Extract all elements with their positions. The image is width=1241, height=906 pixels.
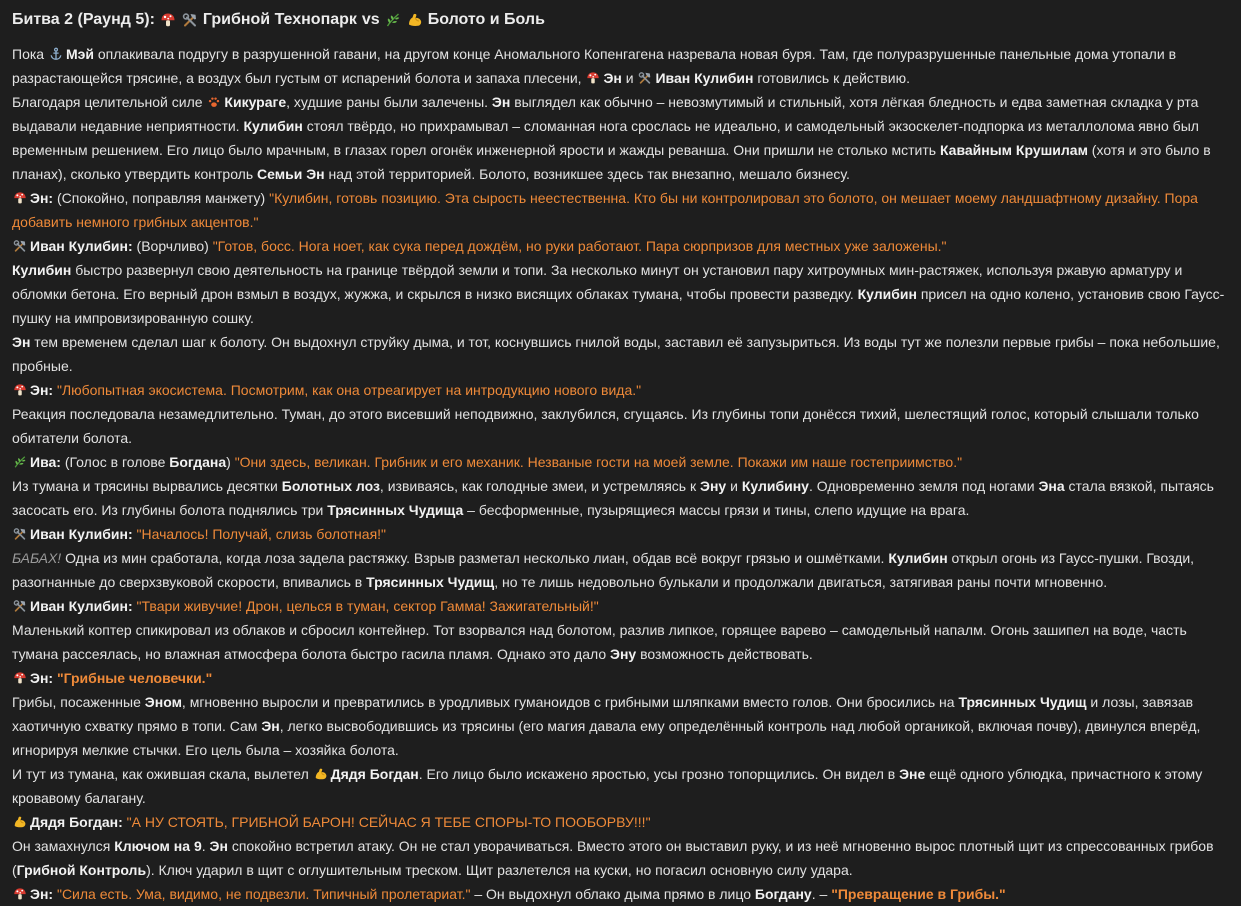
- flexed-biceps-icon: [12, 814, 28, 830]
- character-name: Эн: [491, 94, 511, 110]
- creature-name: Болотных лоз: [281, 478, 380, 494]
- speaker-name: Иван Кулибин:: [30, 238, 133, 254]
- dialogue-line: [12, 594, 1229, 618]
- mushroom-icon: [12, 886, 28, 902]
- speaker-name: Эн:: [30, 670, 54, 686]
- dialogue-quote: "Началось! Получай, слизь болотная!": [132, 526, 387, 542]
- creature-name: Трясинных Чудища: [327, 502, 464, 518]
- battle-title: [12, 10, 1229, 30]
- speaker-name: Ива:: [30, 454, 61, 470]
- team2-name: Болото и Боль: [427, 11, 545, 28]
- speaker-name: Дядя Богдан:: [30, 814, 123, 830]
- dialogue-line: [12, 522, 1229, 546]
- narration-paragraph: Грибы, посаженные Эном, мгновенно выросли и превратились в уродливых гуманоидов с грибными шляпками вместо голов. Они бросились на Трясинных Чудищ и лозы, завязав хаотичную схватку прямо в топи. Сам Эн, легко высвободившись из трясины (его магия давала ему определённый контроль над любой органикой, включая почву), двинулся вперёд, игнорируя мелкие стычки. Его цель была – хозяйка болота.: [12, 694, 1201, 758]
- mushroom-icon: [12, 382, 28, 398]
- dialogue-line: Иван Кулибин: (Ворчливо) "Готов, босс. Нога ноет, как сука перед дождём, но руки работают. Пара сюрпризов для местных уже заложены.": [12, 234, 1229, 258]
- mushroom-icon: [12, 190, 28, 206]
- battle-title-prefix: Битва 2 (Раунд 5):: [12, 11, 155, 28]
- character-name: Кулибин: [888, 550, 948, 566]
- narration-paragraph: И тут из тумана, как ожившая скала, вылетел Дядя Богдан. Его лицо было искажено яростью, усы грозно топорщились. Он видел в Эне ещё одного ублюдка, причастного к этому кровавому балагану.: [12, 766, 1203, 806]
- dialogue-quote: "Превращение в Грибы.": [831, 886, 1006, 902]
- hammer-wrench-icon: [12, 526, 28, 542]
- mushroom-icon: [159, 11, 177, 29]
- dialogue-quote: "Сила есть. Ума, видимо, не подвезли. Типичный пролетариат.": [53, 886, 471, 902]
- character-name: Эну: [610, 646, 637, 662]
- character-name: Эну: [700, 478, 727, 494]
- paw-icon: [206, 94, 222, 110]
- flexed-biceps-icon: [406, 11, 424, 29]
- versus-label: vs: [361, 11, 380, 28]
- narration-paragraph: Маленький коптер спикировал из облаков и сбросил контейнер. Тот взорвался над болотом, разлив липкое, горящее варево – самодельный напалм. Огонь зашипел на воде, часть тумана рассеялась, но влажная атмосфера болота быстро гасила пламя. Однако это дало Эну возможность действовать.: [12, 622, 1187, 662]
- character-name: Эн: [209, 838, 228, 854]
- faction-name: Семьи Эн: [257, 166, 325, 182]
- anchor-icon: [48, 46, 64, 62]
- dialogue-quote: "Твари живучие! Дрон, целься в туман, сектор Гамма! Зажигательный!": [132, 598, 599, 614]
- hammer-wrench-icon: [12, 238, 28, 254]
- dialogue-line: [12, 378, 1229, 402]
- character-name: Кикураге: [224, 94, 287, 110]
- character-name: Кулибин: [857, 286, 917, 302]
- narration-paragraph: Реакция последовала незамедлительно. Туман, до этого висевший неподвижно, заклубился, сгущаясь. Из глубины топи донёсся тихий, шелестящий голос, который слышали только обитатели болота.: [12, 406, 1199, 446]
- dialogue-quote: "Готов, босс. Нога ноет, как сука перед дождём, но руки работают. Пара сюрпризов для местных уже заложены.": [212, 238, 947, 254]
- creature-name: Трясинных Чудищ: [958, 694, 1087, 710]
- character-name: Эн: [603, 70, 622, 86]
- character-name: Богдана: [169, 454, 227, 470]
- mushroom-icon: [585, 70, 601, 86]
- narration-paragraph: Кулибин быстро развернул свою деятельность на границе твёрдой земли и топи. За несколько минут он установил пару хитроумных мин-растяжек, используя ржавую арматуру и обломки бетона. Его верный дрон взмыл в воздух, жужжа, и скрылся в низко висящих облаках тумана, чтобы провести разведку. Кулибин присел на одно колено, установив свою Гаусс-пушку на импровизированную сошку.: [12, 262, 1225, 326]
- dialogue-line: Эн: (Спокойно, поправляя манжету) "Кулибин, готовь позицию. Эта сырость неестественна. Кто бы ни контролировал это болото, он мешает моему ландшафтному дизайну. Пора добавить немного грибных акцентов.": [12, 190, 1198, 230]
- item-name: Ключом на 9: [114, 838, 202, 854]
- dialogue-quote: "Грибные человечки.": [53, 670, 213, 686]
- character-name: Эн: [12, 334, 31, 350]
- dialogue-line: [12, 810, 1229, 834]
- flexed-biceps-icon: [313, 766, 329, 782]
- narration-paragraph: Пока Мэй оплакивала подругу в разрушенной гавани, на другом конце Аномального Копенгагена назревала новая буря. Там, где полуразрушенные панельные дома утопали в разрастающейся трясине, а воздух был густым от испарений болота и запаха плесени, Эн и Иван Кулибин готовились к действию.: [12, 46, 1177, 86]
- character-name: Кулибин: [243, 118, 303, 134]
- character-name: Кулибину: [741, 478, 809, 494]
- speaker-name: Эн:: [30, 886, 54, 902]
- narration-paragraph: Из тумана и трясины вырвались десятки Болотных лоз, извиваясь, как голодные змеи, и устремляясь к Эну и Кулибину. Одновременно земля под ногами Эна стала вязкой, пытаясь засосать его. Из глубины болота поднялись три Трясинных Чудища – бесформенные, пузырящиеся массы грязи и тины, слепо идущие на врага.: [12, 478, 1214, 518]
- speaker-name: Иван Кулибин:: [30, 598, 133, 614]
- speaker-name: Иван Кулибин:: [30, 526, 133, 542]
- dialogue-quote: "Кулибин, готовь позицию. Эта сырость неестественна. Кто бы ни контролировал это болото, он мешает моему ландшафтному дизайну. Пора добавить немного грибных акцентов.": [12, 190, 1198, 230]
- character-name: Иван Кулибин: [655, 70, 754, 86]
- herb-icon: [12, 454, 28, 470]
- dialogue-line: Эн: "Сила есть. Ума, видимо, не подвезли. Типичный пролетариат." – Он выдохнул облако дыма прямо в лицо Богдану. – "Превращение в Грибы.": [12, 882, 1229, 906]
- narration-paragraph: Благодаря целительной силе Кикураге, худшие раны были залечены. Эн выглядел как обычно – невозмутимый и стильный, хотя лёгкая бледность и едва заметная складка у рта выдавали недавние неприятности. Кулибин стоял твёрдо, но прихрамывал – сломанная нога срослась не идеально, и самодельный экзоскелет-подпорка из металлолома явно был временным решением. Его лицо было мрачным, в глазах горел огонёк инженерной ярости и жажды реванша. Они пришли не столько мстить Кавайным Крушилам (хотя и это было в планах), сколько утвердить контроль Семьи Эн над этой территорией. Болото, возникшее здесь так внезапно, мешало бизнесу.: [12, 94, 1211, 182]
- hammer-wrench-icon: [12, 598, 28, 614]
- dialogue-quote: "А НУ СТОЯТЬ, ГРИБНОЙ БАРОН! СЕЙЧАС Я ТЕБЕ СПОРЫ-ТО ПООБОРВУ!!!": [122, 814, 651, 830]
- dialogue-line: Ива: (Голос в голове Богдана) "Они здесь, великан. Грибник и его механик. Незваные гости на моей земле. Покажи им наше гостеприимство.": [12, 450, 1229, 474]
- herb-icon: [384, 11, 402, 29]
- speaker-name: Эн:: [30, 190, 54, 206]
- character-name: Эна: [1038, 478, 1065, 494]
- character-name: Эне: [899, 766, 926, 782]
- hammer-wrench-icon: [181, 11, 199, 29]
- sound-effect: БАБАХ!: [12, 550, 62, 566]
- character-name: Богдану: [754, 886, 812, 902]
- narration-paragraph: Он замахнулся Ключом на 9. Эн спокойно встретил атаку. Он не стал уворачиваться. Вместо этого он выставил руку, и из неё мгновенно вырос плотный щит из спрессованных грибов (Грибной Контроль). Ключ ударил в щит с оглушительным треском. Щит разлетелся на куски, но погасил основную силу удара.: [12, 838, 1214, 878]
- team1-name: Грибной Технопарк: [202, 11, 357, 28]
- speaker-name: Эн:: [30, 382, 54, 398]
- character-name: Мэй: [65, 46, 94, 62]
- hammer-wrench-icon: [637, 70, 653, 86]
- dialogue-quote: "Они здесь, великан. Грибник и его механик. Незваные гости на моей земле. Покажи им наше гостеприимство.": [234, 454, 963, 470]
- ability-name: Грибной Контроль: [16, 862, 147, 878]
- character-name: Кулибин: [12, 262, 72, 278]
- character-name: Эн: [261, 718, 280, 734]
- character-name: Эном: [144, 694, 182, 710]
- mushroom-icon: [12, 670, 28, 686]
- narration-paragraph: Эн тем временем сделал шаг к болоту. Он выдохнул струйку дыма, и тот, коснувшись гнилой воды, заставил её запузыриться. Из воды тут же полезли первые грибы – пока небольшие, пробные.: [12, 334, 1220, 374]
- character-name: Дядя Богдан: [330, 766, 419, 782]
- creature-name: Трясинных Чудищ: [366, 574, 495, 590]
- team-name: Кавайным Крушилам: [939, 142, 1088, 158]
- narration-paragraph: БАБАХ! Одна из мин сработала, когда лоза задела растяжку. Взрыв разметал несколько лиан, обдав всё вокруг грязью и ошмётками. Кулибин открыл огонь из Гаусс-пушки. Гвозди, разогнанные до сверхзвуковой скорости, впивались в Трясинных Чудищ, но те лишь недовольно булькали и продолжали двигаться, затягивая раны почти мгновенно.: [12, 550, 1195, 590]
- dialogue-line: [12, 666, 1229, 690]
- dialogue-quote: "Любопытная экосистема. Посмотрим, как она отреагирует на интродукцию нового вида.": [53, 382, 642, 398]
